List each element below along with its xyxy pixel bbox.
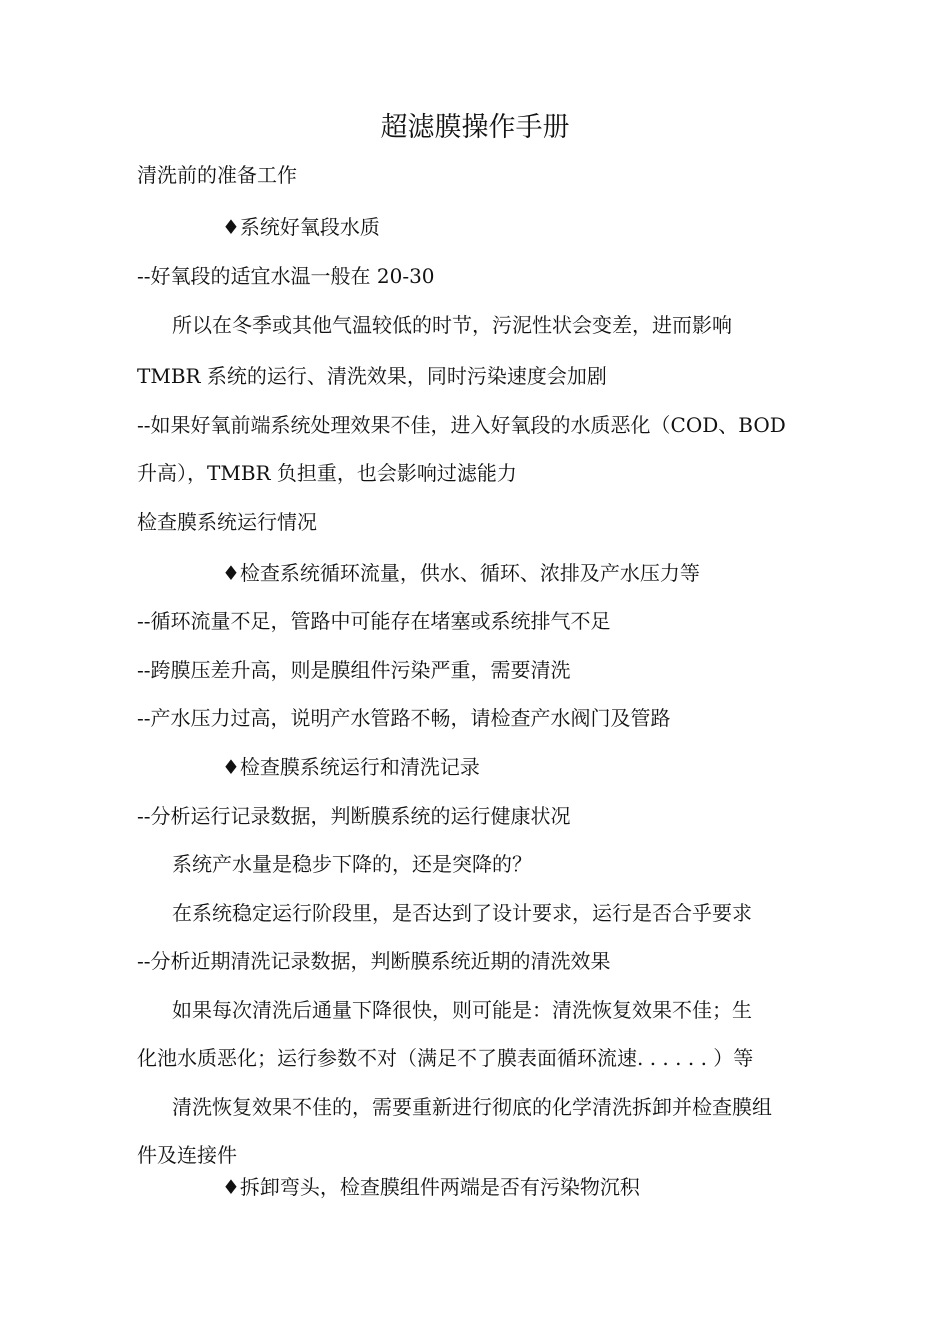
text-line: 如果每次清洗后通量下降很快，则可能是：清洗恢复效果不佳；生 bbox=[172, 998, 752, 1022]
text-line: 件及连接件 bbox=[137, 1143, 237, 1167]
text-line: --好氧段的适宜水温一般在 20-30 bbox=[137, 264, 435, 288]
section-heading-preparation: 清洗前的准备工作 bbox=[137, 163, 297, 187]
text-line: 在系统稳定运行阶段里，是否达到了设计要求，运行是否合乎要求 bbox=[172, 901, 752, 925]
text-line: 清洗恢复效果不佳的，需要重新进行彻底的化学清洗拆卸并检查膜组 bbox=[172, 1095, 772, 1119]
text-line: 升高），TMBR 负担重，也会影响过滤能力 bbox=[137, 461, 517, 485]
text-line: --循环流量不足，管路中可能存在堵塞或系统排气不足 bbox=[137, 609, 611, 633]
bullet-check-circulation: ♦检查系统循环流量，供水、循环、浓排及产水压力等 bbox=[222, 561, 700, 585]
document-title: 超滤膜操作手册 bbox=[380, 112, 570, 143]
text-line: --产水压力过高，说明产水管路不畅，请检查产水阀门及管路 bbox=[137, 706, 671, 730]
text-line: --如果好氧前端系统处理效果不佳，进入好氧段的水质恶化（COD、BOD bbox=[137, 413, 786, 437]
section-heading-check-system: 检查膜系统运行情况 bbox=[137, 510, 317, 534]
text-line: 所以在冬季或其他气温较低的时节，污泥性状会变差，进而影响 bbox=[172, 313, 732, 337]
text-line: 系统产水量是稳步下降的，还是突降的？ bbox=[172, 852, 532, 876]
bullet-disassemble-elbow: ♦拆卸弯头，检查膜组件两端是否有污染物沉积 bbox=[222, 1175, 640, 1199]
bullet-check-records: ♦检查膜系统运行和清洗记录 bbox=[222, 755, 480, 779]
text-line: --分析近期清洗记录数据，判断膜系统近期的清洗效果 bbox=[137, 949, 611, 973]
text-line: --跨膜压差升高，则是膜组件污染严重，需要清洗 bbox=[137, 658, 571, 682]
text-line: 化池水质恶化；运行参数不对（满足不了膜表面循环流速. . . . . . ）等 bbox=[137, 1046, 754, 1070]
text-line: TMBR 系统的运行、清洗效果，同时污染速度会加剧 bbox=[137, 364, 607, 388]
text-line: --分析运行记录数据，判断膜系统的运行健康状况 bbox=[137, 804, 571, 828]
bullet-aerobic-water-quality: ♦系统好氧段水质 bbox=[222, 215, 380, 239]
